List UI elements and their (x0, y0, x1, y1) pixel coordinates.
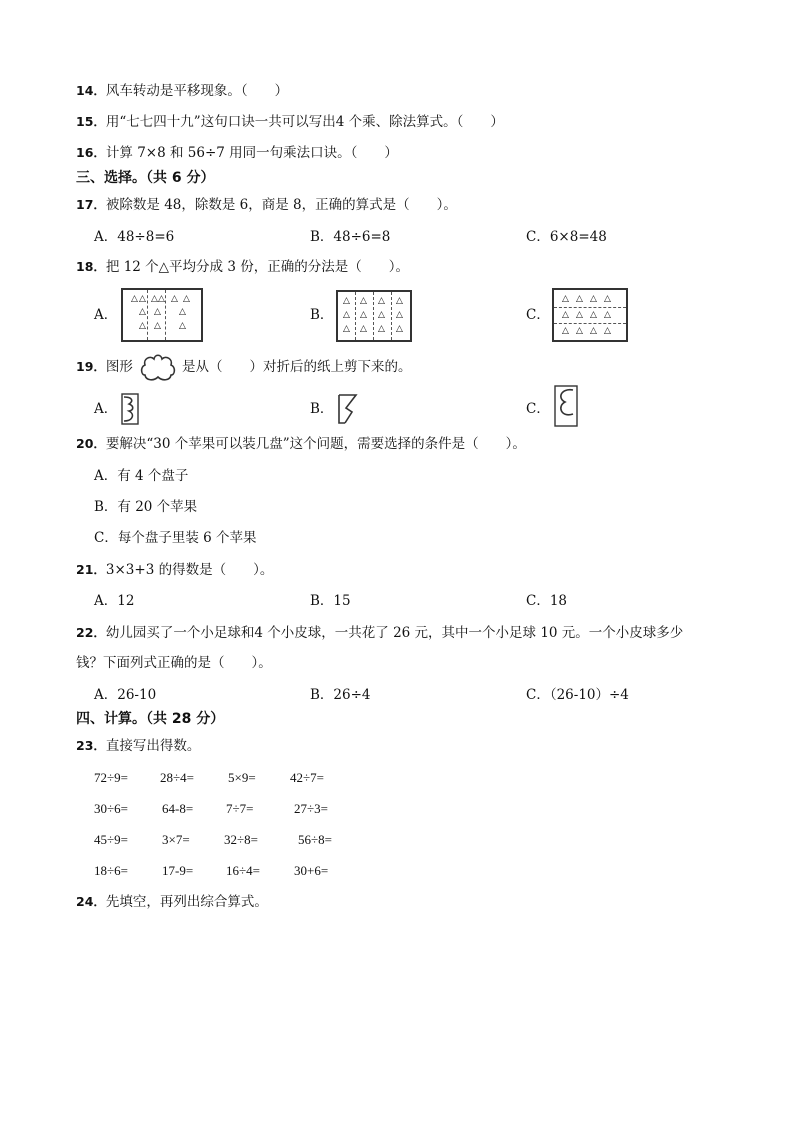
triangle-icon: △ (343, 296, 350, 306)
calc-item: 30÷6= (94, 801, 128, 816)
option-a: A．12 (94, 593, 135, 609)
triangle-icon: △ (360, 296, 367, 306)
calc-item: 5×9= (228, 770, 256, 785)
option-a: A．有 4 个盘子 (94, 468, 189, 484)
triangle-grouping-figure-b (336, 290, 412, 342)
divider-line (355, 292, 356, 340)
folded-paper-figure-c (553, 384, 579, 428)
triangle-icon: △ (171, 294, 178, 304)
option-b: B．有 20 个苹果 (94, 499, 198, 515)
triangle-icon: △ (562, 310, 569, 320)
question-23 (76, 737, 200, 755)
triangle-icon: △ (343, 310, 350, 320)
triangle-icon: △ (604, 326, 611, 336)
triangle-icon: △ (139, 321, 146, 331)
triangle-icon: △ (158, 294, 165, 304)
calc-item: 56÷8= (298, 832, 332, 847)
option-c: C．6×8=48 (526, 229, 607, 245)
calc-item: 3×7= (162, 832, 190, 847)
question-number: 22． (76, 625, 106, 640)
question-22-line-2: 钱？下面列式正确的是（ ）。 (76, 655, 272, 671)
calc-item: 16÷4= (226, 863, 260, 878)
triangle-icon: △ (576, 326, 583, 336)
calc-item: 30+6= (294, 863, 329, 878)
question-text: 3×3+3 的得数是（ ）。 (105, 562, 274, 578)
triangle-icon: △ (179, 307, 186, 317)
calc-item: 72÷9= (94, 770, 128, 785)
question-text-line-1: 幼儿园买了一个小足球和4 个小皮球，一共花了 26 元，其中一个小足球 10 元。一个小皮球多少 (105, 625, 684, 641)
question-18 (76, 258, 409, 276)
calc-item: 17-9= (162, 863, 194, 878)
divider-line (554, 307, 626, 308)
triangle-icon: △ (396, 324, 403, 334)
calc-item: 32÷8= (224, 832, 258, 847)
question-number: 24． (76, 894, 106, 909)
question-number: 19． (76, 359, 106, 374)
question-19-rest: 是从（ ）对折后的纸上剪下来的。 (182, 359, 412, 375)
calc-item: 27÷3= (294, 801, 328, 816)
question-text-before: 图形 (105, 359, 133, 375)
option-b: B．48÷6=8 (310, 229, 391, 245)
question-text: 被除数是 48，除数是 6，商是 8，正确的算式是（ ）。 (105, 197, 457, 213)
triangle-icon: △ (139, 307, 146, 317)
question-22 (76, 624, 683, 642)
calc-item: 7÷7= (226, 801, 254, 816)
triangle-grouping-figure-a (121, 288, 203, 342)
question-14 (76, 82, 288, 100)
question-21 (76, 561, 273, 579)
option-c: C．18 (526, 593, 568, 609)
question-number: 20． (76, 436, 106, 451)
section-heading-calculation: 四、计算。（共 28 分） (76, 711, 225, 727)
question-19 (76, 358, 133, 376)
calc-item: 45÷9= (94, 832, 128, 847)
triangle-grouping-figure-c (552, 288, 628, 342)
triangle-icon: △ (360, 324, 367, 334)
triangle-icon: △ (343, 324, 350, 334)
triangle-icon: △ (179, 321, 186, 331)
divider-line (165, 290, 166, 340)
triangle-icon: △ (154, 321, 161, 331)
question-16 (76, 144, 398, 162)
option-a: A．26-10 (94, 687, 157, 703)
triangle-icon: △ (378, 324, 385, 334)
option-b: B． (310, 307, 334, 323)
option-c: C．（26-10）÷4 (526, 687, 629, 703)
triangle-icon: △ (360, 310, 367, 320)
triangle-icon: △ (139, 294, 146, 304)
clover-shape-icon (140, 351, 176, 383)
triangle-icon: △ (576, 310, 583, 320)
question-text: 先填空，再列出综合算式。 (105, 894, 268, 910)
calc-item: 28÷4= (160, 770, 194, 785)
divider-line (554, 323, 626, 324)
triangle-icon: △ (562, 294, 569, 304)
option-c: C． (526, 401, 550, 417)
triangle-icon: △ (183, 294, 190, 304)
option-a: A． (94, 401, 118, 417)
option-b: B．15 (310, 593, 351, 609)
triangle-icon: △ (396, 296, 403, 306)
question-text: 计算 7×8 和 56÷7 用同一句乘法口诀。（ ） (105, 145, 398, 161)
folded-paper-figure-a (120, 392, 140, 426)
question-text: 把 12 个△平均分成 3 份，正确的分法是（ ）。 (105, 259, 409, 275)
question-text: 风车转动是平移现象。（ ） (105, 83, 289, 99)
divider-line (373, 292, 374, 340)
option-c: C．每个盘子里装 6 个苹果 (94, 530, 257, 546)
option-c: C． (526, 307, 550, 323)
question-17 (76, 196, 457, 214)
triangle-icon: △ (131, 294, 138, 304)
question-20 (76, 435, 526, 453)
section-heading-choice: 三、选择。（共 6 分） (76, 170, 215, 186)
triangle-icon: △ (154, 307, 161, 317)
question-number: 21． (76, 562, 106, 577)
calc-item: 64-8= (162, 801, 194, 816)
triangle-icon: △ (604, 310, 611, 320)
question-text: 用“七七四十九”这句口诀一共可以写出4 个乘、除法算式。（ ） (105, 114, 504, 130)
triangle-icon: △ (604, 294, 611, 304)
option-b: B． (310, 401, 334, 417)
question-15 (76, 113, 504, 131)
question-text: 直接写出得数。 (105, 738, 201, 754)
question-number: 23． (76, 738, 106, 753)
option-a: A．48÷8=6 (94, 229, 175, 245)
question-number: 14． (76, 83, 106, 98)
question-number: 18． (76, 259, 106, 274)
question-number: 15． (76, 114, 106, 129)
triangle-icon: △ (562, 326, 569, 336)
triangle-icon: △ (378, 296, 385, 306)
triangle-icon: △ (151, 294, 158, 304)
option-b: B．26÷4 (310, 687, 371, 703)
calc-item: 18÷6= (94, 863, 128, 878)
divider-line (391, 292, 392, 340)
option-a: A． (94, 307, 118, 323)
question-text: 要解决“30 个苹果可以装几盘”这个问题，需要选择的条件是（ ）。 (105, 436, 526, 452)
triangle-icon: △ (378, 310, 385, 320)
question-number: 16． (76, 145, 106, 160)
folded-paper-figure-b (336, 392, 360, 426)
triangle-icon: △ (590, 326, 597, 336)
triangle-icon: △ (576, 294, 583, 304)
triangle-icon: △ (396, 310, 403, 320)
question-24 (76, 893, 268, 911)
divider-line (147, 290, 148, 340)
triangle-icon: △ (590, 310, 597, 320)
question-number: 17． (76, 197, 106, 212)
triangle-icon: △ (590, 294, 597, 304)
calc-item: 42÷7= (290, 770, 324, 785)
